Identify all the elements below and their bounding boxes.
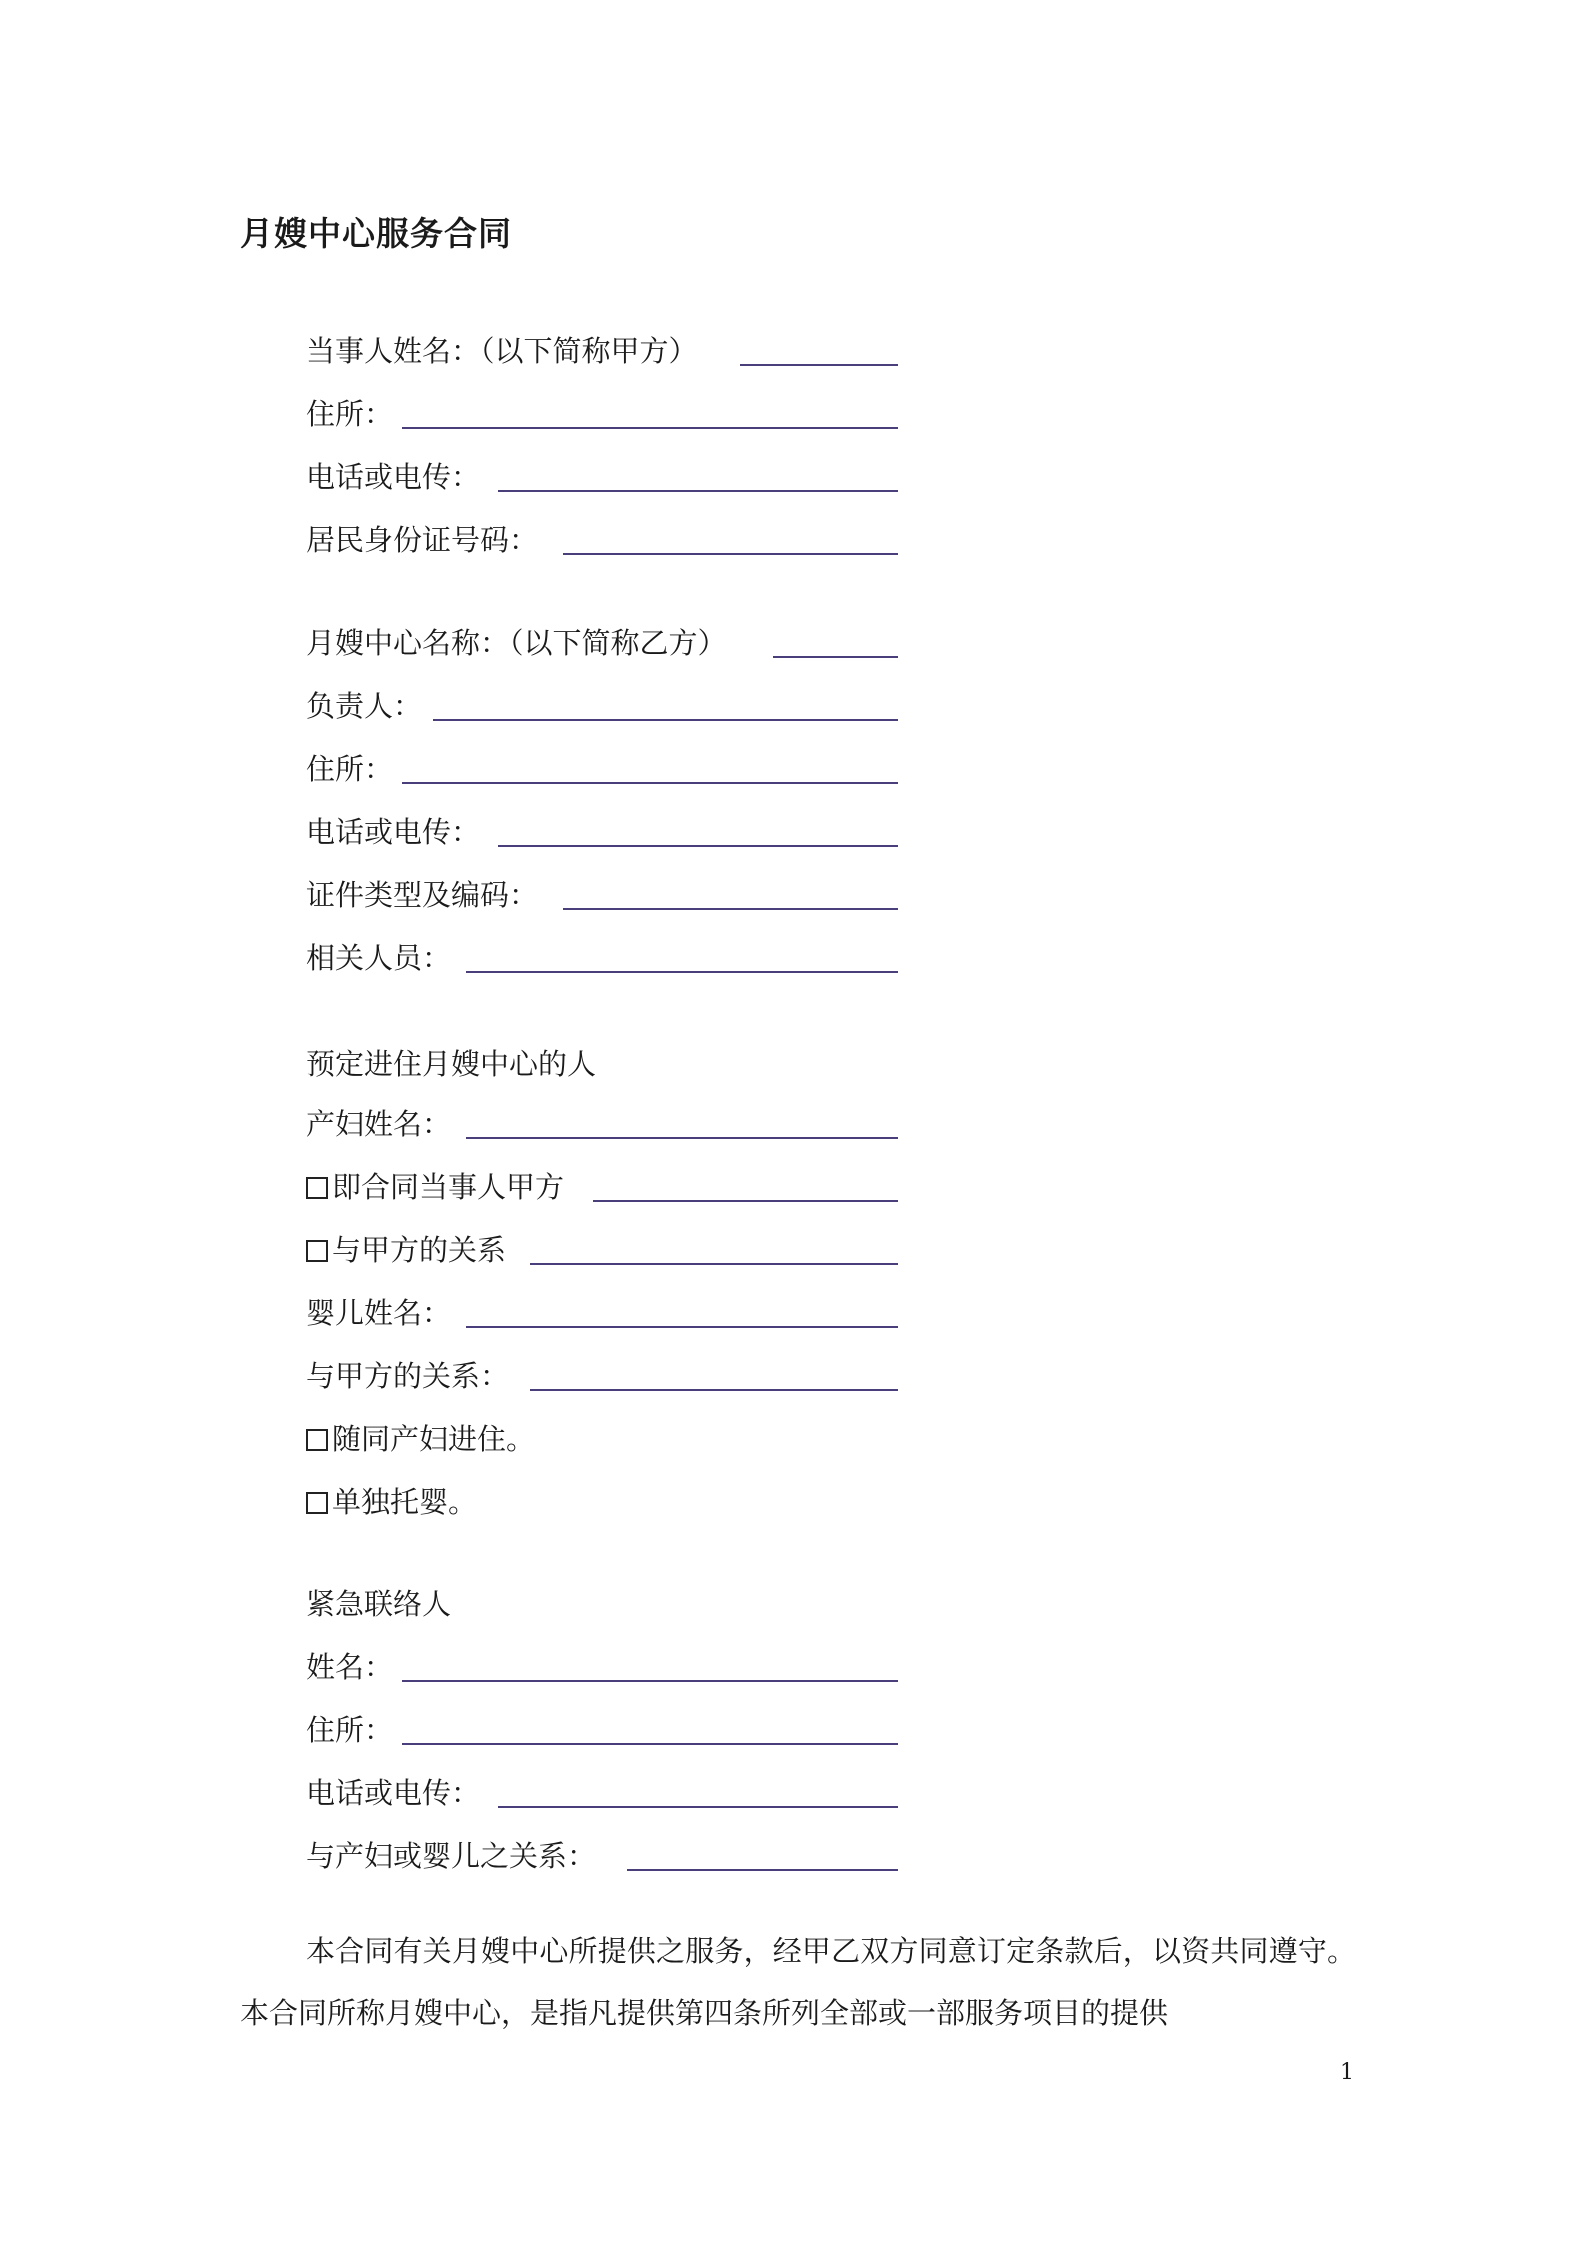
party-b-address-row	[306, 744, 393, 788]
party-a-address-row	[306, 389, 393, 433]
opt-self-checkbox[interactable]	[306, 1177, 328, 1199]
page-number: 1	[1340, 2060, 1354, 2085]
opt-with-mother-label: 随同产妇进住。	[332, 1422, 536, 1456]
party-a-id-blank[interactable]	[563, 553, 898, 555]
opt-relation-row	[306, 1225, 506, 1269]
party-b-staff-blank[interactable]	[466, 971, 898, 973]
document-title: 月嫂中心服务合同	[240, 214, 512, 253]
emergency-address-row	[306, 1705, 393, 1749]
mother-name-row	[306, 1099, 451, 1143]
opt-alone-row	[306, 1477, 477, 1521]
baby-relation-blank[interactable]	[530, 1389, 898, 1391]
emergency-relation-blank[interactable]	[627, 1869, 898, 1871]
party-b-phone-label: 电话或电传：	[306, 815, 481, 849]
opt-alone-checkbox[interactable]	[306, 1492, 328, 1514]
party-a-phone-blank[interactable]	[498, 490, 898, 492]
opt-self-label: 即合同当事人甲方	[332, 1170, 565, 1204]
mother-name-label: 产妇姓名：	[306, 1107, 452, 1141]
emergency-phone-blank[interactable]	[498, 1806, 898, 1808]
party-a-address-blank[interactable]	[402, 427, 898, 429]
party-a-id-label: 居民身份证号码：	[306, 523, 539, 557]
party-b-staff-row	[306, 933, 451, 977]
party-a-phone-row	[306, 452, 480, 496]
party-a-name-label: 当事人姓名：（以下简称甲方）	[306, 334, 698, 368]
mother-name-blank[interactable]	[466, 1137, 898, 1139]
party-a-id-row	[306, 515, 538, 559]
baby-relation-row	[306, 1351, 509, 1395]
opt-with-mother-row	[306, 1414, 535, 1458]
emergency-relation-label: 与产妇或婴儿之关系：	[306, 1839, 597, 1873]
baby-name-blank[interactable]	[466, 1326, 898, 1328]
party-b-address-label: 住所：	[306, 752, 394, 786]
opt-self-blank[interactable]	[593, 1200, 898, 1202]
emergency-name-label: 姓名：	[306, 1650, 394, 1684]
party-a-address-label: 住所：	[306, 397, 394, 431]
emergency-relation-row	[306, 1831, 596, 1875]
party-b-leader-row	[306, 681, 422, 725]
emergency-address-blank[interactable]	[402, 1743, 898, 1745]
opt-relation-label: 与甲方的关系	[332, 1233, 507, 1267]
resident-heading: 预定进住月嫂中心的人	[306, 1047, 597, 1081]
party-b-cert-blank[interactable]	[563, 908, 898, 910]
opt-relation-checkbox[interactable]	[306, 1240, 328, 1262]
party-b-phone-blank[interactable]	[498, 845, 898, 847]
opt-alone-label: 单独托婴。	[332, 1485, 478, 1519]
party-a-phone-label: 电话或电传：	[306, 460, 481, 494]
baby-relation-label: 与甲方的关系：	[306, 1359, 510, 1393]
party-b-leader-label: 负责人：	[306, 689, 423, 723]
emergency-phone-row	[306, 1768, 480, 1812]
emergency-name-row	[306, 1642, 393, 1686]
party-b-cert-row	[306, 870, 538, 914]
party-b-cert-label: 证件类型及编码：	[306, 878, 539, 912]
emergency-name-blank[interactable]	[402, 1680, 898, 1682]
emergency-address-label: 住所：	[306, 1713, 394, 1747]
emergency-phone-label: 电话或电传：	[306, 1776, 481, 1810]
party-b-name-row	[306, 618, 727, 662]
intro-paragraph: 本合同有关月嫂中心所提供之服务，经甲乙双方同意订定条款后，以资共同遵守。本合同所称月嫂中心，是指凡提供第四条所列全部或一部服务项目的提供	[240, 1934, 1356, 2030]
baby-name-row	[306, 1288, 451, 1332]
party-b-name-label: 月嫂中心名称：（以下简称乙方）	[306, 626, 727, 660]
opt-with-mother-checkbox[interactable]	[306, 1429, 328, 1451]
party-a-name-blank[interactable]	[740, 364, 898, 366]
emergency-heading: 紧急联络人	[306, 1587, 452, 1621]
party-b-staff-label: 相关人员：	[306, 941, 452, 975]
opt-self-row	[306, 1162, 564, 1206]
opt-relation-blank[interactable]	[530, 1263, 898, 1265]
baby-name-label: 婴儿姓名：	[306, 1296, 452, 1330]
party-b-leader-blank[interactable]	[433, 719, 898, 721]
party-a-name-row	[306, 326, 698, 370]
party-b-phone-row	[306, 807, 480, 851]
party-b-name-blank[interactable]	[773, 656, 898, 658]
party-b-address-blank[interactable]	[402, 782, 898, 784]
